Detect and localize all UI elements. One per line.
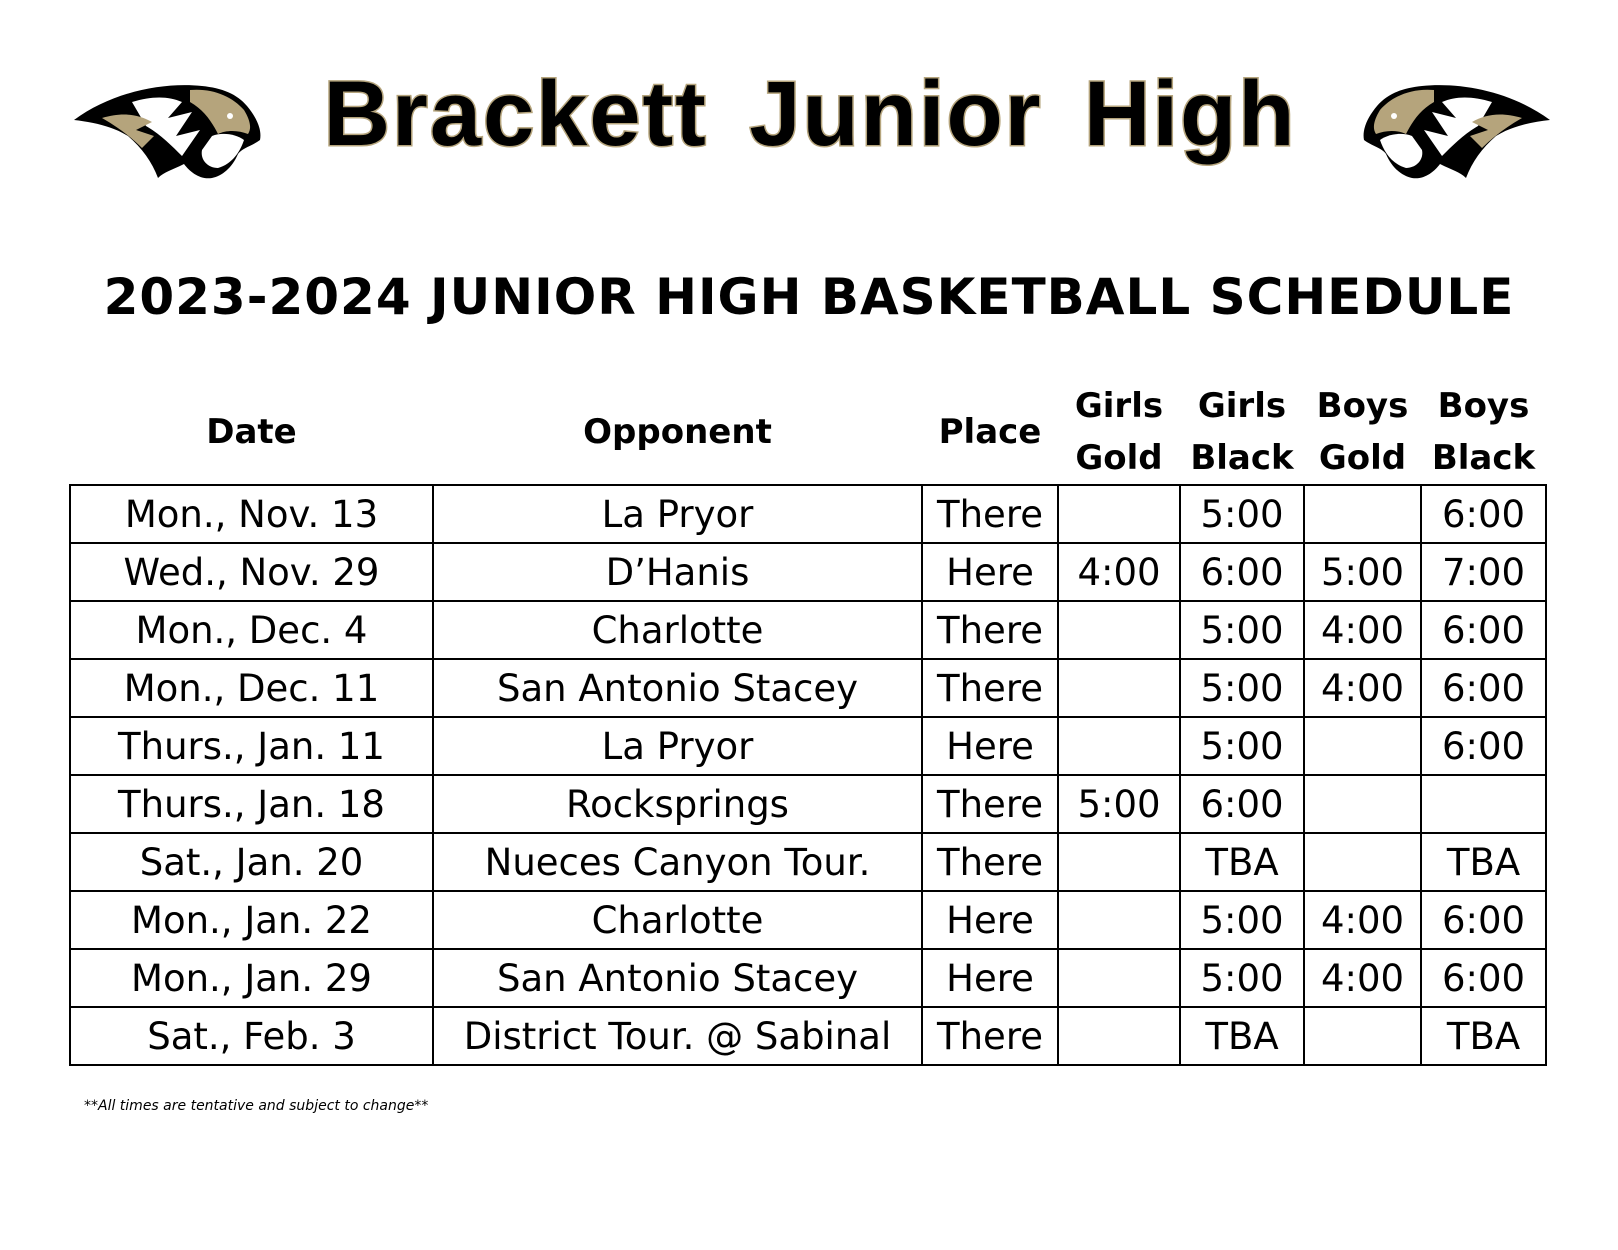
cell-boys-black: 6:00: [1421, 949, 1546, 1007]
cell-girls-black: 5:00: [1180, 891, 1304, 949]
cell-boys-black: [1421, 775, 1546, 833]
cell-opponent: Nueces Canyon Tour.: [433, 833, 922, 891]
cell-girls-gold: [1058, 717, 1180, 775]
cell-opponent: La Pryor: [433, 717, 922, 775]
cell-place: Here: [922, 891, 1058, 949]
cell-girls-gold: [1058, 1007, 1180, 1065]
cell-girls-black: 6:00: [1180, 543, 1304, 601]
cell-girls-black: 6:00: [1180, 775, 1304, 833]
cell-boys-gold: 4:00: [1304, 659, 1421, 717]
cell-girls-gold: 5:00: [1058, 775, 1180, 833]
cell-boys-gold: [1304, 717, 1421, 775]
cell-girls-black: 5:00: [1180, 485, 1304, 543]
table-row: [70, 543, 1546, 601]
table-row: [70, 659, 1546, 717]
tiger-mascot-icon: [1352, 72, 1552, 184]
table-row: [70, 601, 1546, 659]
cell-girls-black: TBA: [1180, 1007, 1304, 1065]
cell-date: Mon., Jan. 29: [70, 949, 433, 1007]
cell-girls-black: 5:00: [1180, 659, 1304, 717]
table-header-row: [70, 380, 1546, 485]
cell-boys-gold: 5:00: [1304, 543, 1421, 601]
cell-girls-black: 5:00: [1180, 717, 1304, 775]
footnote: **All times are tentative and subject to change**: [84, 1098, 429, 1114]
cell-date: Sat., Feb. 3: [70, 1007, 433, 1065]
cell-boys-black: 6:00: [1421, 601, 1546, 659]
cell-opponent: Rocksprings: [433, 775, 922, 833]
page-title: 2023-2024 JUNIOR HIGH BASKETBALL SCHEDULE: [103, 268, 1515, 326]
cell-girls-gold: [1058, 659, 1180, 717]
cell-place: Here: [922, 717, 1058, 775]
cell-date: Mon., Nov. 13: [70, 485, 433, 543]
cell-boys-gold: 4:00: [1304, 891, 1421, 949]
schedule-table: [69, 380, 1547, 1066]
cell-boys-gold: [1304, 775, 1421, 833]
cell-date: Wed., Nov. 29: [70, 543, 433, 601]
cell-opponent: Charlotte: [433, 891, 922, 949]
column-header-girls-black: Girls Black: [1190, 386, 1294, 478]
cell-boys-gold: 4:00: [1304, 949, 1421, 1007]
cell-place: There: [922, 1007, 1058, 1065]
school-name: Brackett Junior High: [323, 63, 1297, 165]
cell-girls-gold: [1058, 485, 1180, 543]
cell-opponent: San Antonio Stacey: [433, 949, 922, 1007]
cell-date: Thurs., Jan. 18: [70, 775, 433, 833]
column-header-place: Place: [938, 412, 1042, 452]
cell-place: There: [922, 659, 1058, 717]
table-row: [70, 775, 1546, 833]
cell-place: There: [922, 775, 1058, 833]
cell-girls-black: TBA: [1180, 833, 1304, 891]
tiger-mascot-icon: [72, 72, 272, 184]
table-row: [70, 833, 1546, 891]
cell-boys-black: 6:00: [1421, 485, 1546, 543]
table-row: [70, 717, 1546, 775]
cell-date: Thurs., Jan. 11: [70, 717, 433, 775]
column-header-boys-black: Boys Black: [1431, 386, 1536, 478]
cell-boys-gold: 4:00: [1304, 601, 1421, 659]
table-row: [70, 949, 1546, 1007]
cell-girls-gold: [1058, 601, 1180, 659]
cell-opponent: San Antonio Stacey: [433, 659, 922, 717]
cell-place: Here: [922, 543, 1058, 601]
column-header-opponent: Opponent: [583, 412, 772, 452]
column-header-girls-gold: Girls Gold: [1074, 386, 1164, 478]
cell-opponent: District Tour. @ Sabinal: [433, 1007, 922, 1065]
cell-boys-gold: [1304, 833, 1421, 891]
column-header-boys-gold: Boys Gold: [1316, 386, 1409, 478]
cell-boys-gold: [1304, 485, 1421, 543]
table-row: [70, 891, 1546, 949]
cell-place: Here: [922, 949, 1058, 1007]
cell-place: There: [922, 601, 1058, 659]
cell-boys-black: 6:00: [1421, 891, 1546, 949]
cell-opponent: Charlotte: [433, 601, 922, 659]
cell-girls-gold: [1058, 833, 1180, 891]
cell-date: Mon., Dec. 11: [70, 659, 433, 717]
cell-boys-black: TBA: [1421, 833, 1546, 891]
cell-place: There: [922, 485, 1058, 543]
cell-boys-black: TBA: [1421, 1007, 1546, 1065]
cell-girls-black: 5:00: [1180, 601, 1304, 659]
cell-girls-gold: [1058, 949, 1180, 1007]
cell-date: Mon., Jan. 22: [70, 891, 433, 949]
column-header-date: Date: [206, 412, 297, 452]
cell-girls-black: 5:00: [1180, 949, 1304, 1007]
cell-boys-gold: [1304, 1007, 1421, 1065]
table-row: [70, 1007, 1546, 1065]
cell-opponent: D’Hanis: [433, 543, 922, 601]
cell-date: Mon., Dec. 4: [70, 601, 433, 659]
cell-date: Sat., Jan. 20: [70, 833, 433, 891]
table-row: [70, 485, 1546, 543]
cell-boys-black: 6:00: [1421, 659, 1546, 717]
cell-girls-gold: 4:00: [1058, 543, 1180, 601]
cell-place: There: [922, 833, 1058, 891]
cell-boys-black: 6:00: [1421, 717, 1546, 775]
cell-opponent: La Pryor: [433, 485, 922, 543]
cell-boys-black: 7:00: [1421, 543, 1546, 601]
cell-girls-gold: [1058, 891, 1180, 949]
banner-header: [0, 0, 1618, 200]
